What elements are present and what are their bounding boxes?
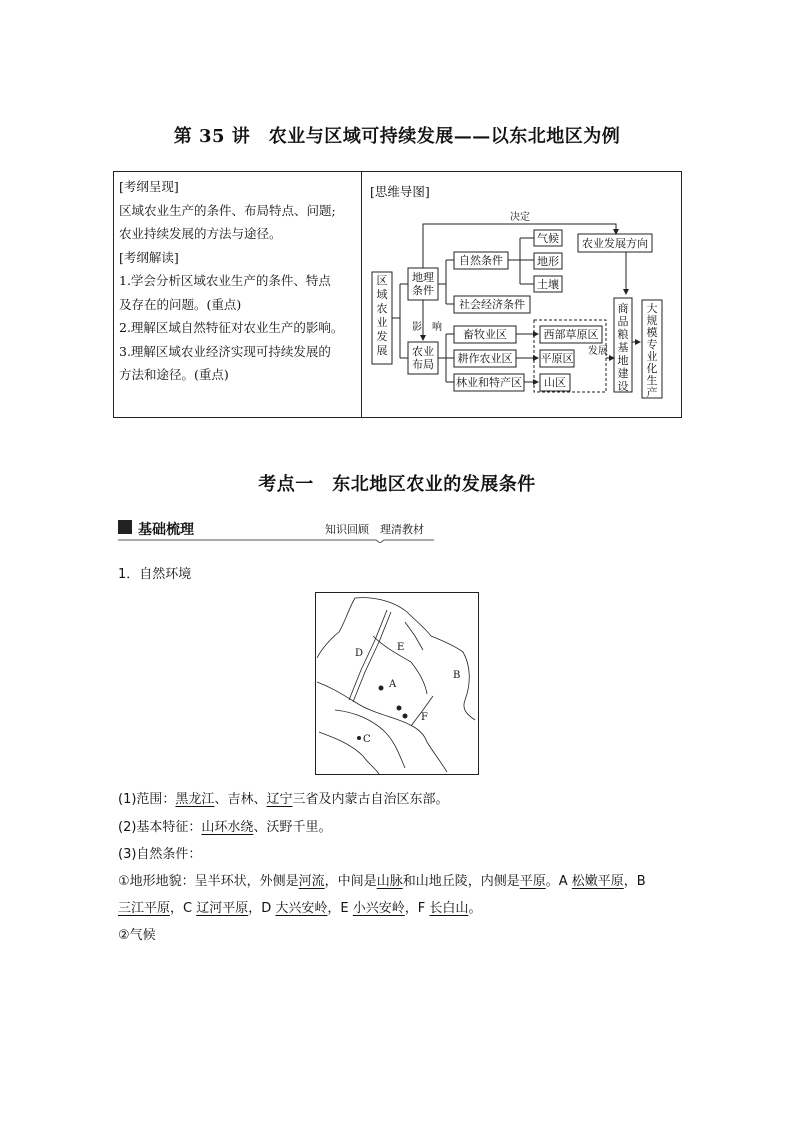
answer-river: 河流 [298,874,325,889]
paragraph-terrain [118,870,646,889]
text: 、沃野千里。 [253,820,332,835]
syllabus-line: 区域农业生产的条件、布局特点、问题; [119,202,336,218]
mindmap-influence: 影 响 [412,322,442,333]
paragraph-terrain-cont [118,897,481,916]
map-label-b: B [453,670,461,681]
text: 和山地丘陵，内侧是 [402,874,520,889]
answer-liaohe: 辽河平原 [196,901,249,916]
answer-plain: 平原 [519,874,546,889]
answer-feature: 山环水绕 [201,820,254,835]
interpretation-header: [考纲解读] [119,249,179,265]
mind-map [362,172,682,418]
mindmap-terrain: 地形 [537,255,559,268]
answer-daxinganling: 大兴安岭 [275,901,328,916]
mindmap-mountain: 山区 [544,376,566,389]
interpretation-line: 1.学会分析区域农业生产的条件、特点 [119,273,331,288]
map-label-f: F [421,712,428,723]
mindmap-develop: 发展 [588,346,608,357]
paragraph-natural-conditions: (3)自然条件： [118,847,202,862]
map-label-d: D [355,648,364,659]
mindmap-decide: 决定 [510,212,530,223]
map-label-e: E [397,642,405,653]
answer-changbaishan: 长白山 [429,901,469,916]
paragraph-scope [118,788,448,807]
text: 。 [468,901,482,916]
northeast-map [315,592,479,775]
text: ，C [170,901,197,916]
interpretation-line: 2.理解区域自然特征对农业生产的影响。 [119,320,344,335]
page-title: 第 35 讲 农业与区域可持续发展——以东北地区为例 [173,126,621,147]
paragraph-climate: ②气候 [118,928,156,943]
mindmap-farming: 耕作农业区 [457,352,513,365]
text: 三省及内蒙古自治区东部。 [292,792,449,807]
mindmap-root: 区域农业发展 [376,274,388,357]
answer-liaoning: 辽宁 [266,792,293,807]
mindmap-layout: 农业布局 [412,345,434,371]
square-icon [118,520,132,534]
answer-mountain: 山脉 [376,874,403,889]
interpretation-line: 3.理解区域农业经济实现可持续发展的 [119,343,331,359]
basics-subtitle: 知识回顾 理清教材 [325,523,424,536]
mindmap-soil: 土壤 [537,278,559,291]
answer-xiaoxinganling: 小兴安岭 [352,901,405,916]
mindmap-forest: 林业和特产区 [456,376,522,389]
text: ，B [623,874,646,889]
label: (2)基本特征： [118,820,202,835]
section-title: 考点一 东北地区农业的发展条件 [258,474,536,495]
text: ，D [248,901,276,916]
text: ①地形地貌：呈半环状，外侧是 [118,874,299,889]
mindmap-climate: 气候 [537,232,559,245]
item-natural-environment: 1．自然环境 [118,567,192,582]
mindmap-geo: 地理条件 [412,271,434,297]
interpretation-line: 及存在的问题。(重点) [119,296,242,312]
answer-songnen: 松嫩平原 [571,874,624,889]
text: ，F [404,901,430,916]
mindmap-direction: 农业发展方向 [582,237,648,250]
syllabus-header: [考纲呈现] [119,179,179,194]
map-label-c: C [363,734,371,745]
text: ，E [327,901,353,916]
text: 、吉林、 [214,792,267,807]
mindmap-grassland: 西部草原区 [543,328,599,341]
mindmap-large: 大规模专业化生产 [646,302,658,399]
mindmap-natural: 自然条件 [459,254,503,267]
mindmap-grain: 商品粮基地建设 [617,302,629,393]
answer-sanjiang: 三江平原 [118,901,171,916]
map-label-a: A [389,679,397,690]
text: ，中间是 [324,874,377,889]
text: 。A [545,874,572,889]
mindmap-animal: 畜牧业区 [463,328,507,341]
basics-title: 基础梳理 [138,522,194,538]
label: (1)范围： [118,792,176,807]
interpretation-line: 方法和途径。(重点) [119,367,229,382]
mindmap-social: 社会经济条件 [459,298,525,311]
mindmap-plain: 平原区 [540,352,574,365]
mindmap-header: [思维导图] [370,184,430,199]
syllabus-panel [113,171,362,418]
paragraph-feature [118,816,331,835]
answer-heilongjiang: 黑龙江 [175,792,215,807]
syllabus-line: 农业持续发展的方法与途径。 [119,226,282,241]
